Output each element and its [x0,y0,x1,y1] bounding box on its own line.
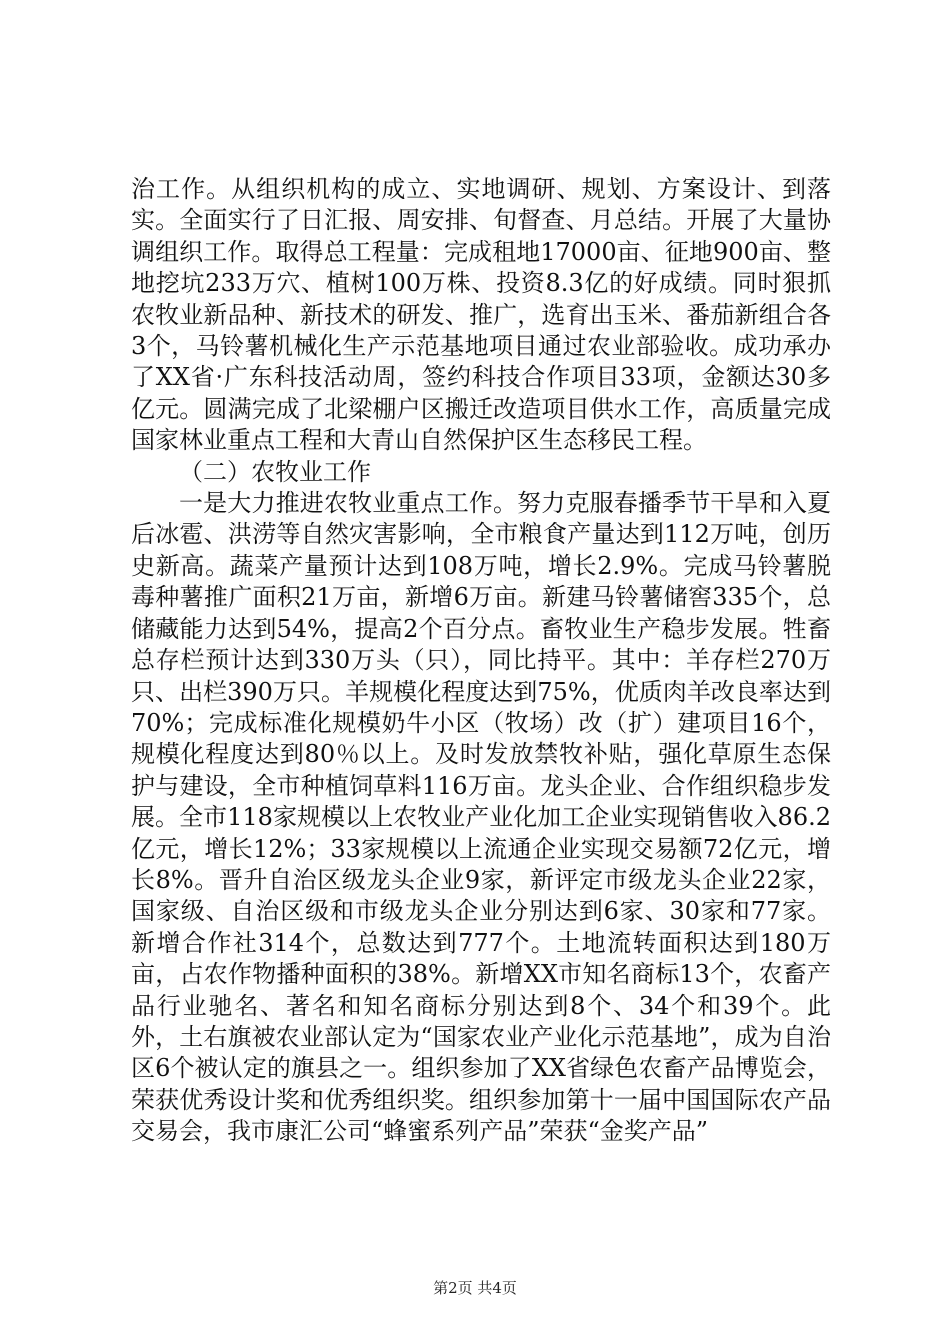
paragraph-continued: 治工作。从组织机构的成立、实地调研、规划、方案设计、到落实。全面实行了日汇报、周安排、旬督查、月总结。开展了大量协调组织工作。取得总工程量：完成租地17000亩、征地900亩、整地挖坑233万穴、植树100万株、投资8.3亿的好成绩。同时狠抓农牧业新品种、新技术的研发、推广，选育出玉米、番茄新组合各3个，马铃薯机械化生产示范基地项目通过农业部验收。成功承办了XX省·广东科技活动周，签约科技合作项目33项，金额达30多亿元。圆满完成了北梁棚户区搬迁改造项目供水工作，高质量完成国家林业重点工程和大青山自然保护区生态移民工程。 [131,175,831,455]
page-footer: 第2页 共4页 [433,1279,517,1297]
paragraph-agriculture: 一是大力推进农牧业重点工作。努力克服春播季节干旱和入夏后冰雹、洪涝等自然灾害影响，全市粮食产量达到112万吨，创历史新高。蔬菜产量预计达到108万吨，增长2.9%。完成马铃薯脱毒种薯推广面积21万亩，新增6万亩。新建马铃薯储窖335个，总储藏能力达到54%，提高2个百分点。畜牧业生产稳步发展。牲畜总存栏预计达到330万头（只），同比持平。其中：羊存栏270万只、出栏390万只。羊规模化程度达到75%，优质肉羊改良率达到70%；完成标准化规模奶牛小区（牧场）改（扩）建项目16个，规模化程度达到80％以上。及时发放禁牧补贴，强化草原生态保护与建设，全市种植饲草料116万亩。龙头企业、合作组织稳步发展。全市118家规模以上农牧业产业化加工企业实现销售收入86.2亿元，增长12%；33家规模以上流通企业实现交易额72亿元，增长8%。晋升自治区级龙头企业9家，新评定市级龙头企业22家，国家级、自治区级和市级龙头企业分别达到6家、30家和77家。新增合作社314个，总数达到777个。土地流转面积达到180万亩，占农作物播种面积的38%。新增XX市知名商标13个，农畜产品行业驰名、著名和知名商标分别达到8个、34个和39个。此外，土右旗被农业部认定为“国家农业产业化示范基地”，成为自治区6个被认定的旗县之一。组织参加了XX省绿色农畜产品博览会，荣获优秀设计奖和优秀组织奖。组织参加第十一届中国国际农产品交易会，我市康汇公司“蜂蜜系列产品”荣获“金奖产品” [131,489,831,1146]
document-body [131,174,831,1148]
section-heading: （二）农牧业工作 [179,457,371,486]
